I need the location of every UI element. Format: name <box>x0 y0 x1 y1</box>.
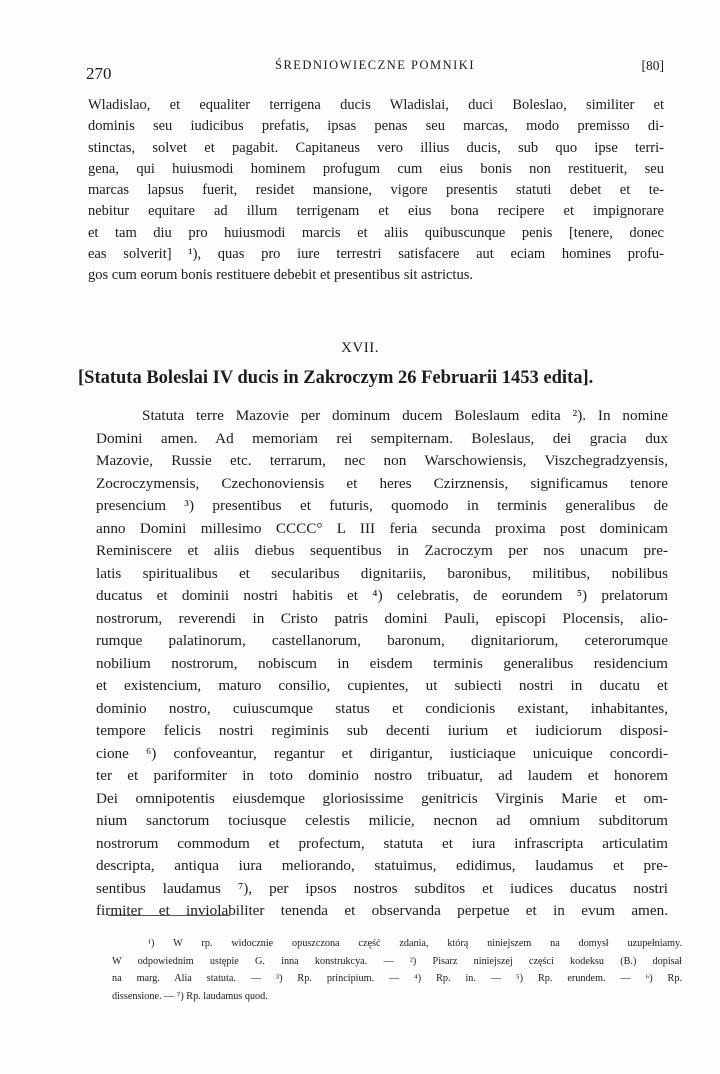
footnote-line: W odpowiednim ustępie G. inna konstrukcya. — ²) Pisarz niniejszej części kodeksu (B.) dopisał <box>112 955 682 967</box>
text-line: Mazovie, Russie etc. terrarum, nec non Warschowiensis, Viszchegradzyensis, <box>96 452 668 469</box>
text-line: Statuta terre Mazovie per dominum ducem Boleslaum edita ²). In nomine <box>142 407 668 424</box>
text-line: dominio nostro, cuiuscumque status et condicionis existant, inhabitantes, <box>96 699 668 717</box>
text-line: Dei omnipotentis eiusdemque gloriosissime genitricis Virginis Marie et om- <box>96 789 668 807</box>
intro-paragraph <box>88 95 664 287</box>
text-line: rumque palatinorum, castellanorum, baronum, dignitariorum, ceterorumque <box>96 632 668 649</box>
footnote-line: na marg. Alia statuta. — ³) Rp. principium. — ⁴) Rp. in. — ⁵) Rp. erundem. — ⁶) Rp. <box>112 973 682 984</box>
text-line: tempore felicis nostri regiminis sub decenti iurium et iudiciorum disposi- <box>96 722 668 739</box>
text-line: sentibus laudamus ⁷), per ipsos nostros subditos et iudices ducatus nostri <box>96 879 668 897</box>
text-line: Wladislao, et equaliter terrigena ducis Wladislai, duci Boleslao, similiter et <box>88 97 664 113</box>
text-line: descripta, antiqua iura meliorando, statuimus, edidimus, laudamus et pre- <box>96 857 668 874</box>
text-line: anno Domini millesimo CCCC° L III feria secunda proxima post dominicam <box>96 519 668 537</box>
page-header <box>86 58 664 82</box>
section-number: XVII. <box>341 340 379 356</box>
text-line: nobilium nostrorum, nobiscum in eisdem terminis generalibus residencium <box>96 654 668 672</box>
text-line: stinctas, solvet et pagabit. Capitaneus vero illius ducis, sub quo ipse terri- <box>88 139 664 156</box>
text-line: firmiter et inviolabiliter tenenda et observanda perpetue et in evum amen. <box>96 902 668 919</box>
text-line: nium sanctorum tociusque celestis milicie, necnon ad omnium subditorum <box>96 812 668 829</box>
statute-paragraph <box>96 405 668 923</box>
text-line: eas solverit] ¹), quas pro iure terrestri satisfacere aut eciam homines profu- <box>88 246 664 263</box>
text-line: presencium ³) presentibus et futuris, quomodo in terminis generalibus de <box>96 497 668 514</box>
section-mark: [80] <box>641 58 664 73</box>
text-line: ducatus et dominii nostri habitis et ⁴) celebratis, de eorundem ⁵) prelatorum <box>96 587 668 604</box>
text-line: nebitur equitare ad illum terrigenam et eius bona recipere et impignorare <box>88 203 664 220</box>
text-line: marcas lapsus fuerit, residet mansione, vigore presentis statuti debet et te- <box>88 182 664 199</box>
text-line: ter et pariformiter in toto dominio nostro tribuatur, ad laudem et honorem <box>96 767 668 784</box>
text-line: Reminiscere et aliis diebus sequentibus in Zacroczym per nos unacum pre- <box>96 542 668 559</box>
text-line: gena, qui huiusmodi hominem profugum cum eius bonis non restituerit, seu <box>88 160 664 177</box>
text-line: dominis seu iudicibus prefatis, ipsas penas seu marcas, modo premisso di- <box>88 118 664 135</box>
text-line: Zocroczymensis, Czechonoviensis et heres Czirznensis, significamus tenore <box>96 474 668 492</box>
page-number: 270 <box>86 64 112 83</box>
text-line: nostrorum commodum et profectum, statuta et iura infrascripta articulatim <box>96 834 668 852</box>
text-line: gos cum eorum bonis restituere debebit et presentibus sit astrictus. <box>88 267 473 284</box>
text-line: et tam diu pro huiusmodi marcis et aliis quibuscunque penis [tenere, donec <box>88 224 664 241</box>
text-line: Domini amen. Ad memoriam rei sempiternam. Boleslaus, dei gracia dux <box>96 429 668 447</box>
text-line: et existencium, maturo consilio, cupientes, ut subiecti nostri in ducatu et <box>96 677 668 694</box>
text-line: latis spiritualibus et secularibus dignitariis, baronibus, militibus, nobilibus <box>96 564 668 582</box>
section-title: [Statuta Boleslai IV ducis in Zakroczym 26 Februarii 1453 edita]. <box>78 368 594 388</box>
footnote-divider <box>108 915 230 916</box>
footnote-line: dissensione. — ⁷) Rp. laudamus quod. <box>112 990 268 1002</box>
footnote-line: ¹) W rp. widocznie opuszczona część zdania, którą niniejszem na domysł uzupełniamy. <box>148 938 682 949</box>
text-line: cione ⁶) confoveantur, regantur et dirigantur, iusticiaque unicuique concordi- <box>96 744 668 762</box>
text-line: nostrorum, reverendi in Cristo patris domini Pauli, episcopi Plocensis, alio- <box>96 609 668 627</box>
running-title: ŚREDNIOWIECZNE POMNIKI <box>275 58 475 72</box>
footnotes <box>112 935 682 1005</box>
